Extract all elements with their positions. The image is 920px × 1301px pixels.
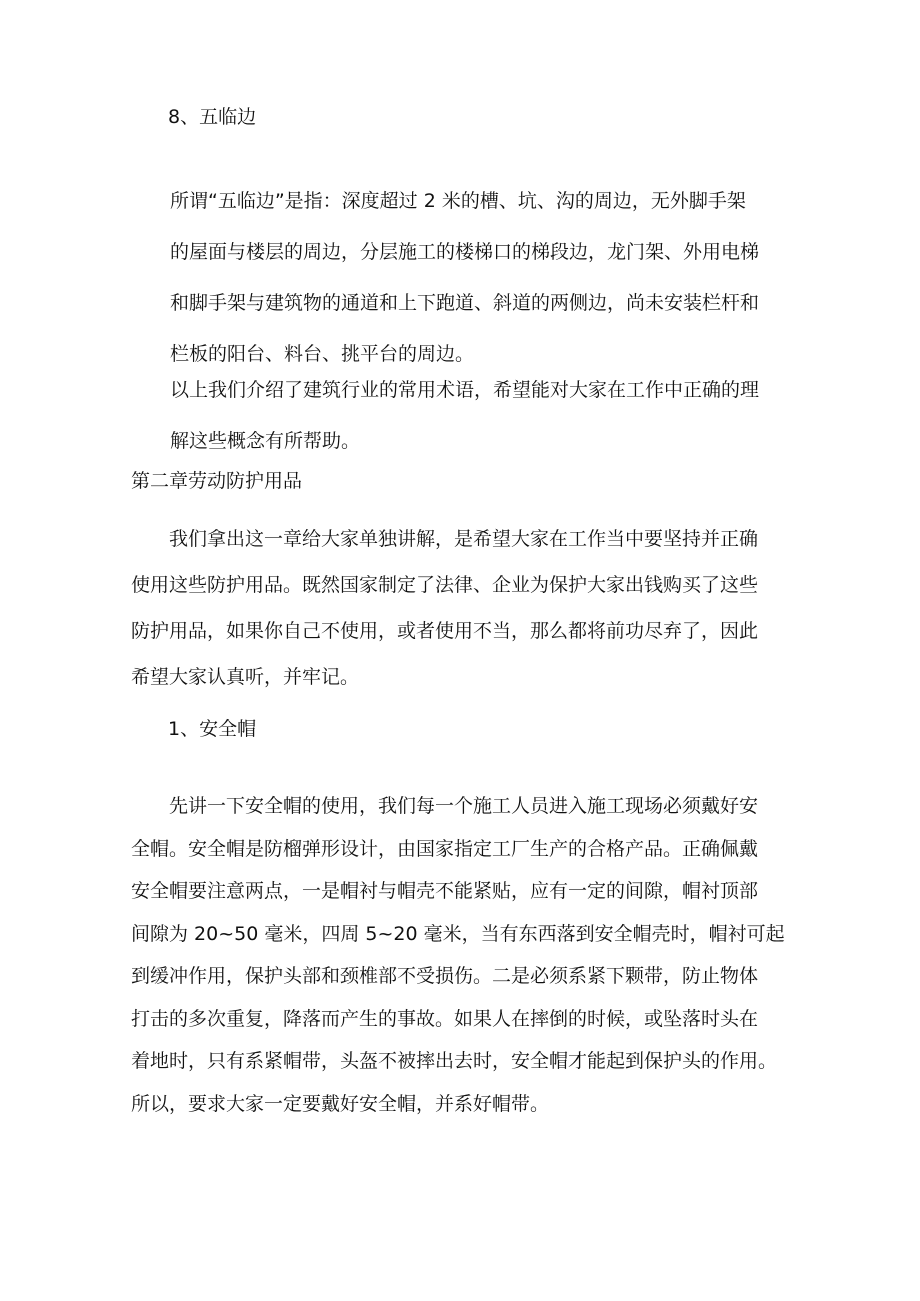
- paragraph-line: 先讲一下安全帽的使用，我们每一个施工人员进入施工现场必须戴好安: [169, 795, 759, 817]
- paragraph-line: 和脚手架与建筑物的通道和上下跑道、斜道的两侧边，尚未安装栏杆和: [170, 292, 760, 314]
- summary-paragraph: [170, 365, 759, 467]
- paragraph-line: 以上我们介绍了建筑行业的常用术语，希望能对大家在工作中正确的理: [170, 379, 760, 401]
- section-heading-8: 8、五临边: [168, 106, 257, 128]
- paragraph-line: 我们拿出这一章给大家单独讲解，是希望大家在工作当中要坚持并正确: [169, 528, 759, 550]
- paragraph-line: 安全帽要注意两点，一是帽衬与帽壳不能紧贴，应有一定的间隙，帽衬顶部: [131, 880, 759, 902]
- chapter-intro-paragraph: [131, 516, 758, 700]
- chapter-heading: 第二章劳动防护用品: [131, 470, 303, 492]
- paragraph-line: 打击的多次重复，降落而产生的事故。如果人在摔倒的时候，或坠落时头在: [131, 1007, 759, 1030]
- paragraph-line: 栏板的阳台、料台、挑平台的周边。: [170, 343, 475, 365]
- paragraph-line: 所谓“五临边”是指：深度超过 2 米的槽、坑、沟的周边，无外脚手架: [170, 190, 746, 212]
- five-edges-paragraph: [170, 176, 759, 380]
- paragraph-line: 全帽。安全帽是防榴弹形设计，由国家指定工厂生产的合格产品。正确佩戴: [131, 837, 759, 860]
- section-heading-1: 1、安全帽: [168, 718, 257, 740]
- paragraph-line: 间隙为 20~50 毫米，四周 5~20 毫米，当有东西落到安全帽壳时，帽衬可起: [131, 922, 785, 945]
- paragraph-line: 着地时，只有系紧帽带，头盔不被摔出去时，安全帽才能起到保护头的作用。: [131, 1050, 778, 1072]
- paragraph-line: 所以，要求大家一定要戴好安全帽，并系好帽带。: [131, 1092, 550, 1115]
- paragraph-line: 的屋面与楼层的周边，分层施工的楼梯口的梯段边，龙门架、外用电梯: [170, 241, 760, 263]
- helmet-paragraph: [131, 785, 785, 1125]
- paragraph-line: 解这些概念有所帮助。: [170, 430, 361, 452]
- paragraph-line: 使用这些防护用品。既然国家制定了法律、企业为保护大家出钱购买了这些: [131, 574, 759, 596]
- paragraph-line: 防护用品，如果你自己不使用，或者使用不当，那么都将前功尽弃了，因此: [131, 620, 759, 642]
- paragraph-line: 希望大家认真听，并牢记。: [131, 666, 360, 688]
- paragraph-line: 到缓冲作用，保护头部和颈椎部不受损伤。二是必须系紧下颗带，防止物体: [131, 965, 759, 987]
